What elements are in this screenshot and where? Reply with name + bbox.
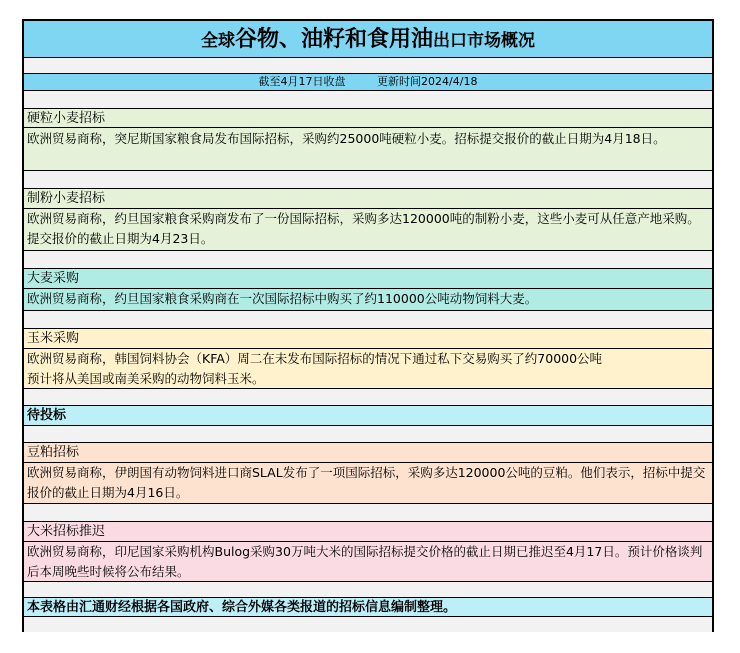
date-row: [24, 74, 712, 91]
spacer-row: [24, 251, 712, 269]
tender-summary-sheet: [22, 19, 714, 632]
title-part-overview: 出口市场概况: [433, 31, 535, 51]
section-heading-rice: 大米招标推迟: [24, 522, 712, 542]
title-part-global: 全球: [200, 31, 235, 51]
section-heading-pending: 待投标: [24, 406, 712, 426]
section-heading-barley: 大麦采购: [24, 269, 712, 289]
spacer-row: [24, 58, 712, 74]
section-heading-milling-wheat: 制粉小麦招标: [24, 189, 712, 209]
section-body-milling-wheat: 欧洲贸易商称，约旦国家粮食采购商发布了一份国际招标，采购多达120000吨的制粉小麦，这些小麦可从任意产地采购。提交报价的截止日期为4月23日。: [24, 209, 712, 251]
section-body-corn-line1: 欧洲贸易商称，韩国饲料协会（KFA）周二在未发布国际招标的情况下通过私下交易购买了约70000公吨: [27, 351, 603, 366]
section-body-barley: 欧洲贸易商称，约旦国家粮食采购商在一次国际招标中购买了约110000公吨动物饲料大麦。: [24, 289, 712, 311]
update-time: 更新时间2024/4/18: [377, 75, 478, 88]
spacer-row: [24, 389, 712, 406]
page-title: [24, 21, 712, 58]
section-body-rice: 欧洲贸易商称，印尼国家采购机构Bulog采购30万吨大米的国际招标提交价格的截止日期已推迟至4月17日。预计价格谈判后本周晚些时候将公布结果。: [24, 542, 712, 582]
spacer-row: [24, 504, 712, 522]
section-heading-durum-wheat: 硬粒小麦招标: [24, 109, 712, 128]
section-body-soymeal: 欧洲贸易商称，伊朗国有动物饲料进口商SLAL发布了一项国际招标，采购多达120000公吨的豆粕。他们表示，招标中提交报价的截止日期为4月16日。: [24, 463, 712, 504]
section-heading-corn: 玉米采购: [24, 329, 712, 349]
title-part-commodities: 谷物、油籽和食用油: [234, 26, 433, 52]
section-body-durum-wheat: 欧洲贸易商称，突尼斯国家粮食局发布国际招标，采购约25000吨硬粒小麦。招标提交报价的截止日期为4月18日。: [24, 128, 712, 171]
section-heading-soymeal: 豆粕招标: [24, 443, 712, 463]
spacer-row: [24, 311, 712, 329]
spacer-row: [24, 171, 712, 189]
spacer-row: [24, 617, 712, 632]
spacer-row: [24, 582, 712, 598]
spacer-row: [24, 426, 712, 443]
section-body-corn-line2: 预计将从美国或南美采购的动物饲料玉米。: [27, 371, 265, 386]
section-body-corn: [24, 349, 712, 389]
close-date: 截至4月17日收盘: [258, 75, 346, 88]
footer-note: 本表格由汇通财经根据各国政府、综合外媒各类报道的招标信息编制整理。: [24, 598, 712, 617]
spacer-row: [24, 91, 712, 109]
